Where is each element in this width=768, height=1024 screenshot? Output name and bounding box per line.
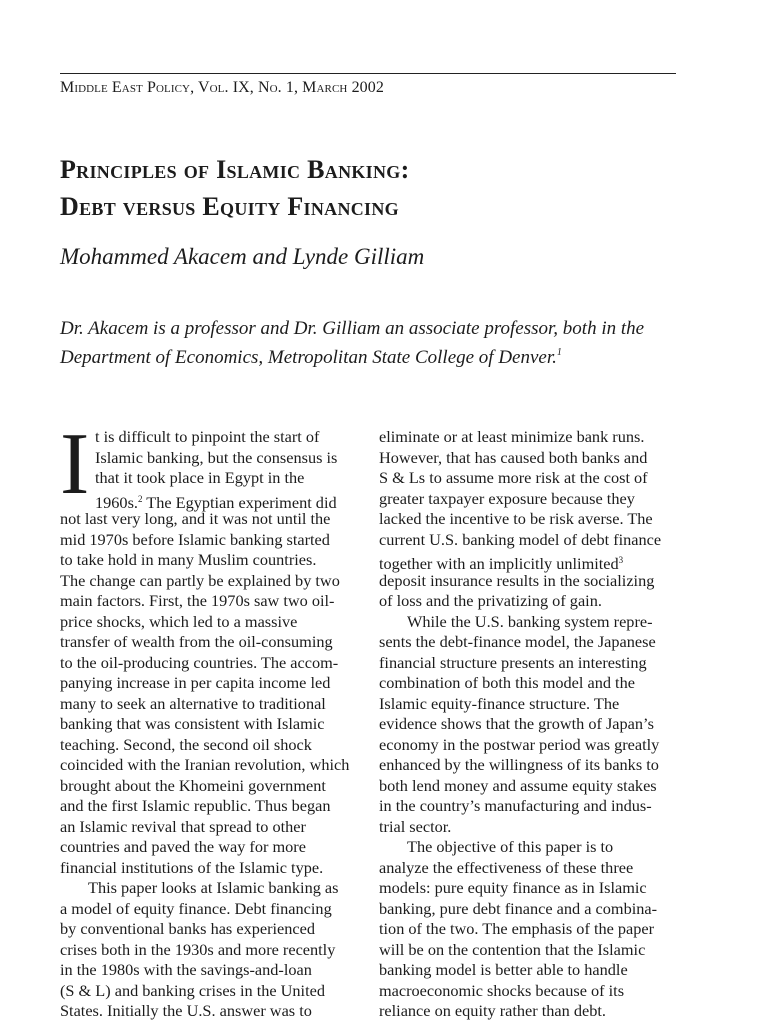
text-line: eliminate or at least minimize bank runs.: [379, 427, 645, 446]
text-line: greater taxpayer exposure because they: [379, 488, 635, 508]
article-title: [60, 151, 410, 225]
text-line: by conventional banks has experienced: [60, 919, 315, 938]
footnote-marker-2: 2: [137, 493, 143, 504]
text-line: sents the debt-finance model, the Japanese: [379, 632, 656, 651]
text-line: to take hold in many Muslim countries.: [60, 550, 317, 569]
text-line: financial institutions of the Islamic type.: [60, 857, 324, 877]
text-line: teaching. Second, the second oil shock: [60, 734, 312, 754]
drop-cap: I: [60, 416, 90, 513]
text-line: a model of equity finance. Debt financing: [60, 898, 332, 918]
text-line: The change can partly be explained by two: [60, 570, 340, 590]
text-line: coincided with the Iranian revolution, which: [60, 755, 350, 774]
text-line-tail: The Egyptian experiment did: [142, 492, 337, 512]
text-line: countries and paved the way for more: [60, 837, 306, 856]
text-line: The objective of this paper is to: [407, 837, 614, 856]
footnote-marker-3: 3: [618, 555, 624, 565]
text-line: This paper looks at Islamic banking as: [88, 878, 339, 897]
title-line-1: Principles of Islamic Banking:: [60, 155, 410, 184]
text-line: combination of both this model and the: [379, 673, 635, 692]
text-line: in the 1980s with the savings-and-loan: [60, 960, 312, 979]
text-line: panying increase in per capita income led: [60, 673, 331, 692]
body-column-left: [60, 416, 360, 1022]
body-column-right: [379, 427, 679, 1022]
text-line: Islamic equity-finance structure. The: [379, 693, 620, 713]
text-line: mid 1970s before Islamic banking started: [60, 529, 330, 549]
affiliation: [60, 317, 700, 370]
affiliation-text: Dr. Akacem is a professor and Dr. Gilliam an associate professor, both in the Department of Economics, Metropolitan State College of Denver.: [60, 318, 645, 368]
text-line: tion of the two. The emphasis of the paper: [379, 919, 655, 938]
text-line: brought about the Khomeini government: [60, 775, 326, 795]
text-line: evidence shows that the growth of Japan’s: [379, 714, 654, 733]
journal-citation: Middle East Policy, Vol. IX, No. 1, March 2002: [60, 79, 384, 96]
text-line: banking model is better able to handle: [379, 960, 628, 979]
text-line: financial structure presents an interesting: [379, 652, 647, 672]
text-line: both lend money and assume equity stakes: [379, 775, 657, 795]
text-line: will be on the contention that the Islamic: [379, 939, 646, 959]
text-line: banking, pure debt finance and a combina-: [379, 898, 658, 918]
text-line: in the country’s manufacturing and indus-: [379, 796, 652, 815]
text-line: of loss and the privatizing of gain.: [379, 591, 602, 610]
text-line: that it took place in Egypt in the: [95, 468, 305, 487]
text-line: trial sector.: [379, 816, 452, 836]
text-line: macroeconomic shocks because of its: [379, 980, 625, 1000]
text-line: However, that has caused both banks and: [379, 447, 648, 467]
text-line: crises both in the 1930s and more recently: [60, 939, 336, 959]
text-line: not last very long, and it was not until the: [60, 509, 331, 528]
text-line: deposit insurance results in the socializing: [379, 570, 655, 590]
text-line: price shocks, which led to a massive: [60, 611, 298, 631]
text-line: many to seek an alternative to traditional: [60, 693, 326, 713]
text-line: transfer of wealth from the oil-consuming: [60, 632, 333, 651]
text-line: Islamic banking, but the consensus is: [95, 447, 338, 467]
text-line: banking that was consistent with Islamic: [60, 714, 325, 733]
text-line: together with an implicitly unlimited$^3$: [379, 554, 624, 573]
text-line: enhanced by the willingness of its banks to: [379, 755, 659, 774]
text-line: S & Ls to assume more risk at the cost of: [379, 468, 648, 487]
title-line-2: Debt versus Equity Financing: [60, 192, 399, 221]
header-rule: [60, 73, 676, 74]
authors: Mohammed Akacem and Lynde Gilliam: [60, 244, 425, 269]
text-line: main factors. First, the 1970s saw two oil-: [60, 591, 335, 610]
text-line: current U.S. banking model of debt finance: [379, 529, 662, 549]
text-line: an Islamic revival that spread to other: [60, 816, 306, 836]
text-line: economy in the postwar period was greatly: [379, 734, 660, 754]
text-line: to the oil-producing countries. The accom-: [60, 652, 339, 672]
text-line: While the U.S. banking system repre-: [407, 611, 653, 631]
text-line: and the first Islamic republic. Thus began: [60, 796, 331, 815]
text-line: (S & L) and banking crises in the United: [60, 980, 325, 1000]
text-line: models: pure equity finance as in Islamic: [379, 878, 647, 897]
text-line: t is difficult to pinpoint the start of: [95, 427, 320, 446]
text-line: lacked the incentive to be risk averse. The: [379, 509, 653, 528]
text-line: reliance on equity rather than debt.: [379, 1001, 606, 1020]
text-line: analyze the effectiveness of these three: [379, 857, 634, 877]
text-line: States. Initially the U.S. answer was to: [60, 1001, 312, 1020]
text-line: 1960s.$^2$ The Egyptian experiment did: [95, 492, 337, 512]
footnote-marker-1: 1: [556, 347, 562, 358]
